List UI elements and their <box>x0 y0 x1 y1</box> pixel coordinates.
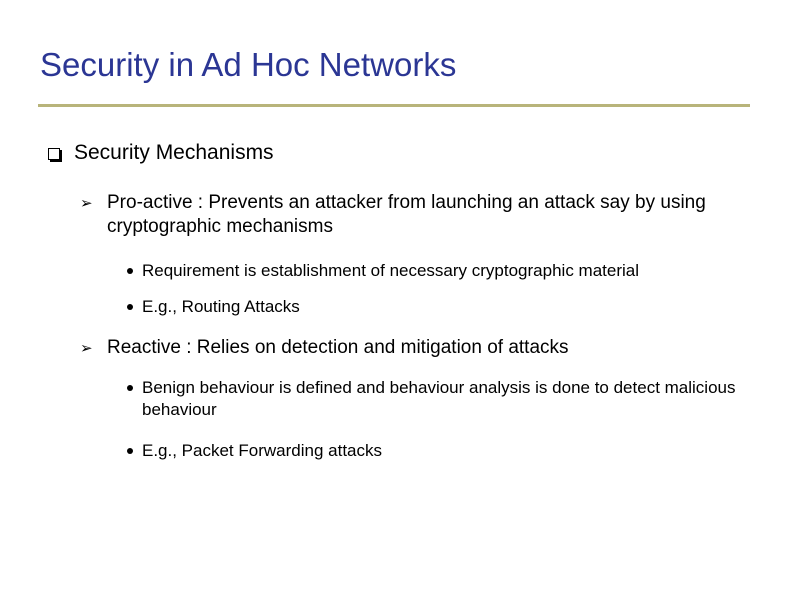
dot-bullet-icon <box>127 448 133 454</box>
slide-title: Security in Ad Hoc Networks <box>40 46 457 83</box>
dot-bullet-icon <box>127 385 133 391</box>
level3-text: Benign behaviour is defined and behaviour analysis is done to detect malicious behaviour <box>142 378 736 419</box>
level3-text: E.g., Packet Forwarding attacks <box>142 441 382 460</box>
level3-text: Requirement is establishment of necessary cryptographic material <box>142 261 640 280</box>
level2-text: Pro-active : Prevents an attacker from launching an attack say by using cryptographic mechanisms <box>107 192 706 237</box>
arrow-bullet-icon: ➢ <box>80 339 93 357</box>
dot-bullet-icon <box>127 268 133 274</box>
checkbox-bullet-icon <box>48 148 60 160</box>
level2-text: Reactive : Relies on detection and mitigation of attacks <box>107 337 569 358</box>
dot-bullet-icon <box>127 304 133 310</box>
level1-text: Security Mechanisms <box>74 141 274 164</box>
arrow-bullet-icon: ➢ <box>80 194 93 212</box>
title-divider <box>38 104 750 107</box>
level3-text: E.g., Routing Attacks <box>142 297 300 316</box>
